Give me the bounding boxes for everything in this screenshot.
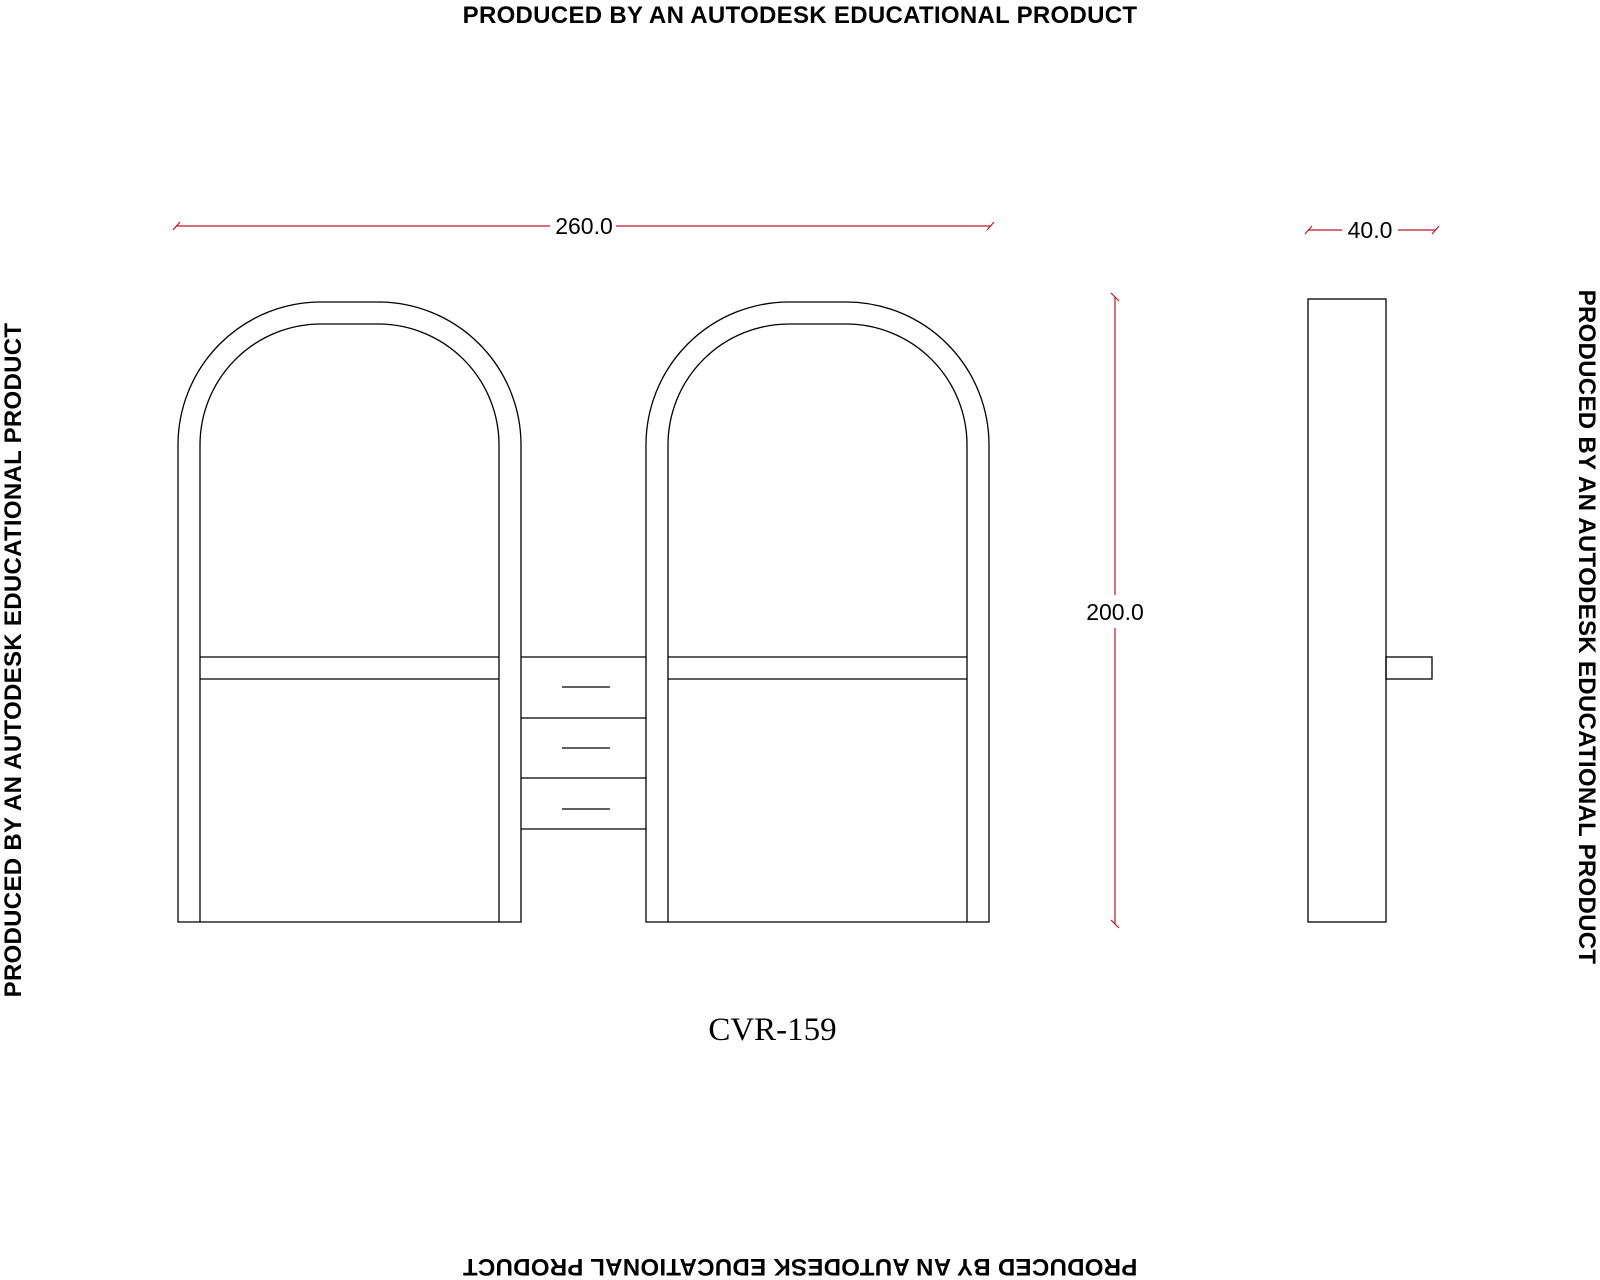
- height-dimension-label: 200.0: [1086, 599, 1144, 625]
- right-arch-outer: [646, 302, 989, 922]
- right-arch-inner: [668, 324, 967, 922]
- left-arch-unit: [178, 302, 521, 922]
- left-arch-inner: [200, 324, 499, 922]
- left-arch-outer: [178, 302, 521, 922]
- side-view-panel: [1308, 299, 1386, 922]
- side-view-shelf: [1386, 657, 1432, 679]
- width-dimension-label: 260.0: [555, 213, 613, 239]
- right-arch-unit: [646, 302, 989, 922]
- side-view: [1308, 299, 1432, 922]
- watermark-bottom: PRODUCED BY AN AUTODESK EDUCATIONAL PRODUCT: [462, 1253, 1138, 1280]
- drawer-chest: [521, 657, 646, 829]
- watermark-right: PRODUCED BY AN AUTODESK EDUCATIONAL PRODUCT: [1573, 289, 1600, 965]
- depth-dimension-label: 40.0: [1347, 217, 1393, 243]
- drawing-caption: CVR-159: [708, 1012, 837, 1048]
- watermark-top: PRODUCED BY AN AUTODESK EDUCATIONAL PRODUCT: [462, 2, 1138, 29]
- watermark-left: PRODUCED BY AN AUTODESK EDUCATIONAL PRODUCT: [0, 322, 27, 998]
